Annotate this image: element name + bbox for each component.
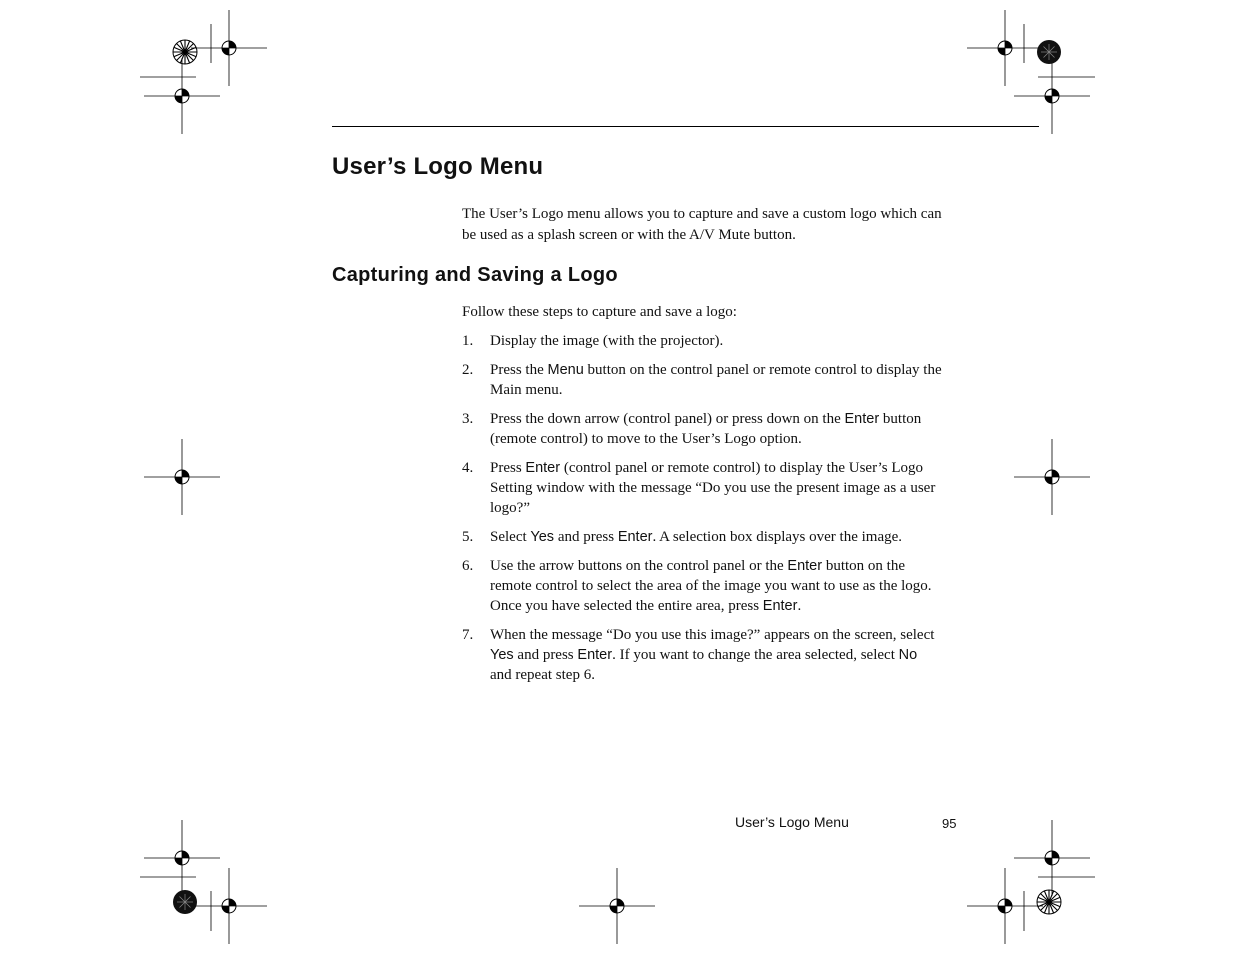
- ui-control-name: Enter: [844, 411, 880, 427]
- ui-control-name: Enter: [787, 558, 823, 574]
- step-item: [462, 556, 942, 616]
- ui-control-name: No: [898, 647, 918, 663]
- ui-control-name: Menu: [547, 362, 584, 378]
- step-text: and repeat step 6.: [490, 667, 595, 683]
- section-title: Capturing and Saving a Logo: [332, 264, 618, 286]
- ui-control-name: Yes: [490, 647, 514, 663]
- step-item: [462, 331, 942, 351]
- step-text: button (remote control) to move to the User’s Logo option.: [490, 411, 922, 447]
- step-number: 1.: [462, 333, 474, 349]
- step-number: 7.: [462, 627, 474, 643]
- step-item: [462, 458, 942, 518]
- step-text: . If you want to change the area selected, select: [612, 647, 899, 663]
- step-text: button on the control panel or remote control to display the Main menu.: [490, 362, 942, 398]
- step-item: [462, 360, 942, 400]
- step-text: .: [797, 598, 802, 614]
- step-text: When the message “Do you use this image?” appears on the screen, select: [490, 627, 935, 643]
- step-item: [462, 625, 942, 685]
- step-text: and press: [554, 529, 618, 545]
- step-text: button on the remote control to select the area of the image you want to use as the logo. Once you have selected the entire area, press: [490, 558, 932, 614]
- step-text: Press: [490, 460, 526, 476]
- page-title: User’s Logo Menu: [332, 153, 544, 180]
- ui-control-name: Enter: [762, 598, 798, 614]
- step-number: 2.: [462, 362, 474, 378]
- steps-lead-in: Follow these steps to capture and save a logo:: [462, 304, 737, 320]
- step-number: 6.: [462, 558, 474, 574]
- steps-list: [462, 331, 942, 694]
- step-number: 3.: [462, 411, 474, 427]
- step-text: Press the: [490, 362, 548, 378]
- step-text: Use the arrow buttons on the control panel or the: [490, 558, 788, 574]
- step-item: [462, 409, 942, 449]
- page-number: 95: [942, 816, 957, 831]
- intro-paragraph: The User’s Logo menu allows you to capture and save a custom logo which can be used as a splash screen or with the A/V Mute button.: [462, 206, 942, 243]
- header-rule: [332, 126, 1039, 127]
- step-text: Press the down arrow (control panel) or press down on the: [490, 411, 845, 427]
- step-text: . A selection box displays over the image.: [652, 529, 903, 545]
- ui-control-name: Enter: [577, 647, 613, 663]
- step-item: [462, 527, 942, 547]
- step-number: 5.: [462, 529, 474, 545]
- step-text: (control panel or remote control) to display the User’s Logo Setting window with the message “Do you use the present image as a user logo?”: [490, 460, 936, 516]
- ui-control-name: Enter: [525, 460, 561, 476]
- step-text: Select: [490, 529, 531, 545]
- ui-control-name: Yes: [530, 529, 555, 545]
- step-number: 4.: [462, 460, 474, 476]
- step-text: Display the image (with the projector).: [490, 333, 724, 349]
- step-text: and press: [513, 647, 578, 663]
- footer-section-title: User’s Logo Menu: [735, 814, 849, 830]
- ui-control-name: Enter: [617, 529, 653, 545]
